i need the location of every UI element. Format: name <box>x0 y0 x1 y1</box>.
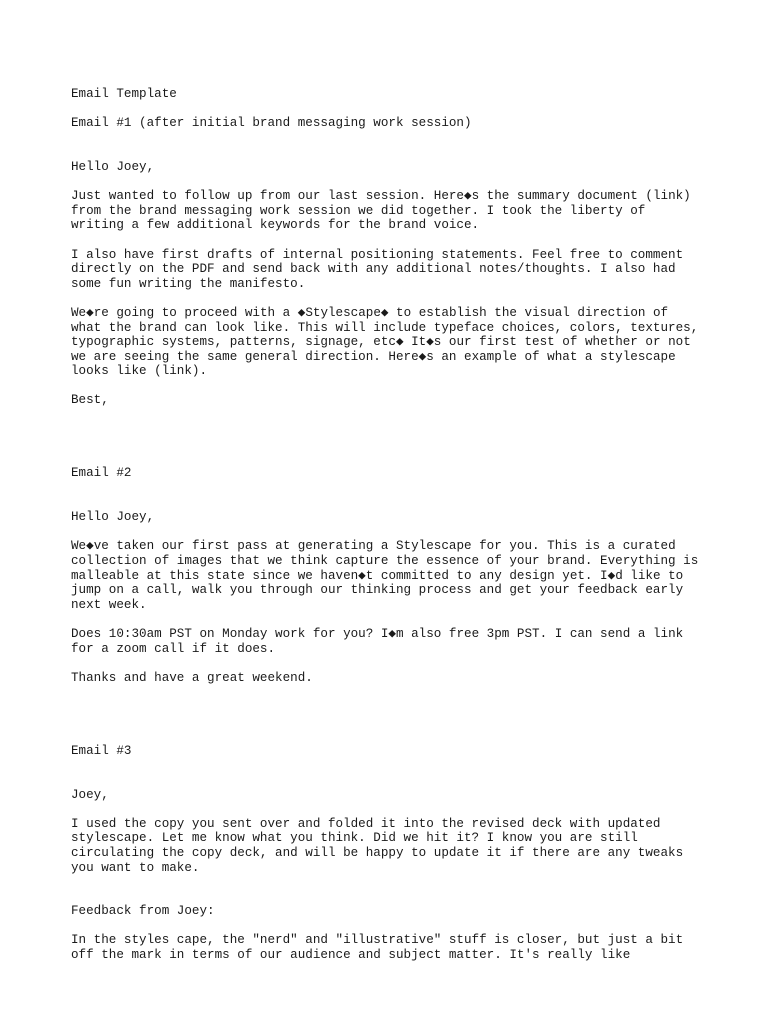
email-1-paragraph-1: Just wanted to follow up from our last session. Here◆s the summary document (link) from the brand messaging work session we did together. I took the liberty of writing a few additional keywords for the brand voice. <box>71 189 691 233</box>
email-3-paragraph-1: I used the copy you sent over and folded it into the revised deck with updated stylescape. Let me know what you think. Did we hit it? I know you are still circulating the copy deck, and will be happy to update it if there are any tweaks you want to make. <box>71 816 684 875</box>
template-title: Email Template <box>71 87 177 101</box>
email-1-paragraph-2: I also have first drafts of internal positioning statements. Feel free to comment directly on the PDF and send back with any additional notes/thoughts. I also had some fun writing the manifesto. <box>71 247 684 291</box>
email-2-greeting: Hello Joey, <box>71 510 155 525</box>
email-1-paragraph-3: We◆re going to proceed with a ◆Stylescape◆ to establish the visual direction of what the brand can look like. This will include typeface choices, colors, textures, typographic systems, patterns, signage, etc◆ It◆s our first test of whether or not we are seeing the same general direction. Here◆s an example of what a stylescape looks like (link). <box>71 305 699 379</box>
document-page <box>71 87 731 963</box>
email-3-heading: Email #3 <box>71 743 132 758</box>
email-1-signoff: Best, <box>71 393 109 408</box>
email-2-paragraph-2: Does 10:30am PST on Monday work for you? I◆m also free 3pm PST. I can send a link for a zoom call if it does. <box>71 626 684 656</box>
email-2-paragraph-1: We◆ve taken our first pass at generating a Stylescape for you. This is a curated collection of images that we think capture the essence of your brand. Everything is malleable at this state since we haven◆t committed to any design yet. I◆d like to jump on a call, walk you through our thinking process and get your feedback early next week. <box>71 539 699 612</box>
email-1-heading: Email #1 (after initial brand messaging work session) <box>71 116 472 131</box>
feedback-paragraph-1: In the styles cape, the "nerd" and "illustrative" stuff is closer, but just a bit off the mark in terms of our audience and subject matter. It's really like <box>71 933 684 963</box>
email-3-greeting: Joey, <box>71 787 109 802</box>
email-1-greeting: Hello Joey, <box>71 159 155 174</box>
email-2-heading: Email #2 <box>71 466 132 481</box>
feedback-heading: Feedback from Joey: <box>71 904 215 919</box>
email-2-signoff: Thanks and have a great weekend. <box>71 670 313 685</box>
